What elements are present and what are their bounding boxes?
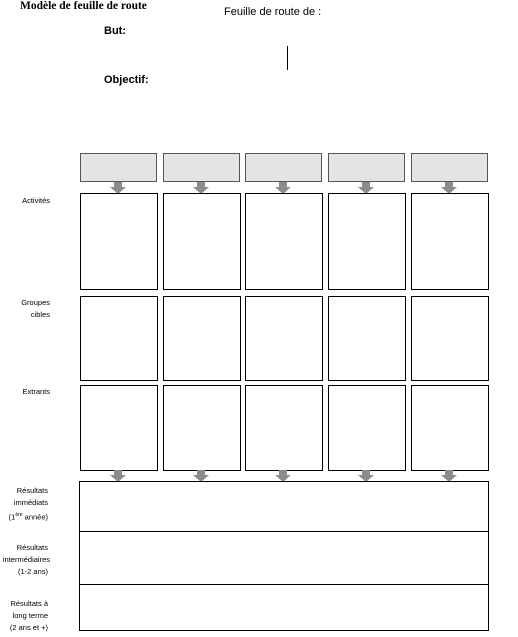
- row-label-longterm-2: long terme: [12, 611, 48, 620]
- target-groups-cell-1[interactable]: [80, 296, 158, 381]
- target-groups-cell-2[interactable]: [163, 296, 241, 381]
- row-label-target-groups-1: Groupes: [21, 298, 50, 307]
- row-label-outputs: Extrants: [22, 387, 50, 396]
- target-groups-cell-5[interactable]: [411, 296, 489, 381]
- activities-cell-1[interactable]: [80, 193, 158, 290]
- text-cursor: [287, 46, 288, 70]
- column-header-2[interactable]: [163, 153, 240, 182]
- column-header-1[interactable]: [80, 153, 157, 182]
- column-header-5[interactable]: [411, 153, 488, 182]
- intermediate-results-box[interactable]: [79, 531, 489, 585]
- outputs-cell-5[interactable]: [411, 385, 489, 471]
- row-label-immediate-2: immédiats: [13, 498, 48, 507]
- longterm-results-box[interactable]: [79, 584, 489, 631]
- activities-cell-4[interactable]: [328, 193, 406, 290]
- activities-cell-2[interactable]: [163, 193, 241, 290]
- row-label-activities: Activités: [22, 196, 50, 205]
- activities-cell-5[interactable]: [411, 193, 489, 290]
- outputs-cell-4[interactable]: [328, 385, 406, 471]
- row-label-target-groups-2: cibles: [30, 310, 50, 319]
- row-label-immediate-1: Résultats: [16, 486, 48, 495]
- objective-label: Objectif:: [104, 74, 149, 86]
- outputs-cell-1[interactable]: [80, 385, 158, 471]
- row-label-intermediate-2: intermédiaires: [2, 555, 50, 564]
- immediate-results-box[interactable]: [79, 481, 489, 532]
- outputs-cell-3[interactable]: [245, 385, 323, 471]
- target-groups-cell-4[interactable]: [328, 296, 406, 381]
- page-title: Modèle de feuille de route: [20, 0, 147, 12]
- row-label-immediate-3: (1ère année): [8, 512, 48, 522]
- roadmap-label: Feuille de route de :: [224, 6, 322, 18]
- row-label-intermediate-3: (1-2 ans): [17, 567, 48, 576]
- goal-label: But:: [104, 25, 126, 37]
- row-label-longterm-3: (2 ans et +): [9, 623, 48, 632]
- activities-cell-3[interactable]: [245, 193, 323, 290]
- column-header-4[interactable]: [328, 153, 405, 182]
- row-label-intermediate-1: Résultats: [16, 543, 48, 552]
- target-groups-cell-3[interactable]: [245, 296, 323, 381]
- outputs-cell-2[interactable]: [163, 385, 241, 471]
- row-label-longterm-1: Résultats à: [10, 599, 48, 608]
- column-header-3[interactable]: [245, 153, 322, 182]
